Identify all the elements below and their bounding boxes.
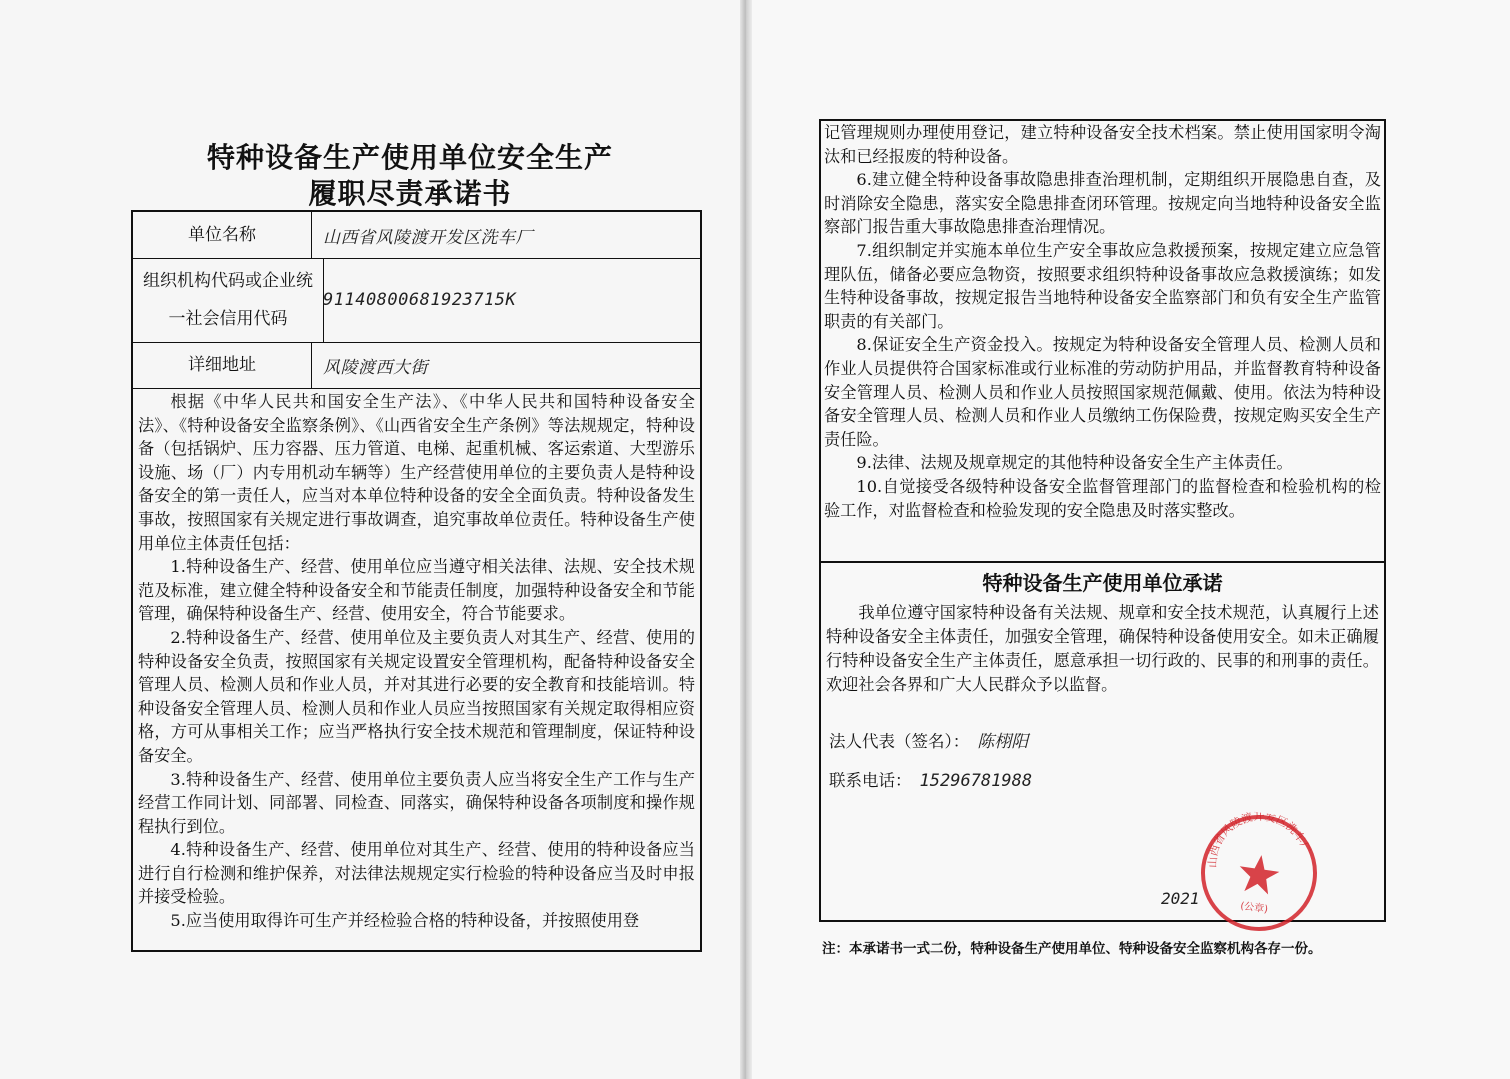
document-title-line1: 特种设备生产使用单位安全生产	[206, 141, 613, 174]
responsibility-continued	[821, 121, 1384, 563]
paragraph: 8.保证安全生产资金投入。按规定为特种设备安全管理人员、检测人员和作业人员提供符合国家标准或行业标准的劳动防护用品，并监督教育特种设备安全管理人员、检测人员和作业人员按照国家规范佩戴、使用。依法为特种设备安全管理人员、检测人员和作业人员缴纳工伤保险费，按规定购买安全生产责任险。	[824, 335, 1381, 449]
commitment-text	[826, 601, 1379, 697]
paragraph: 6.建立健全特种设备事故隐患排查治理机制，定期组织开展隐患自查，及时消除安全隐患，落实安全隐患排查闭环管理。按规定向当地特种设备安全监察部门报告重大事故隐患排查治理情况。	[824, 170, 1381, 237]
paragraph: 5.应当使用取得许可生产并经检验合格的特种设备，并按照使用登	[170, 911, 640, 931]
field-value-credit-code: 91140800681923715K	[323, 290, 517, 310]
phone-line	[829, 767, 1032, 791]
document-title-line2: 履职尽责承诺书	[308, 177, 512, 210]
field-label: 组织机构代码或企业统一社会信用代码	[133, 258, 324, 342]
phone-value: 15296781988	[919, 771, 1033, 791]
responsibility-text	[138, 390, 695, 933]
paragraph: 9.法律、法规及规章规定的其他特种设备安全生产主体责任。	[856, 453, 1293, 473]
legal-rep-line	[829, 727, 1028, 752]
paragraph: 记管理规则办理使用登记，建立特种设备安全技术档案。禁止使用国家明令淘汰和已经报废的特种设备。	[824, 123, 1381, 166]
handwritten-date: 2021	[1161, 889, 1200, 908]
paragraph: 1.特种设备生产、经营、使用单位应当遵守相关法律、法规、安全技术规范及标准，建立健全特种设备安全和节能责任制度，加强特种设备安全和节能管理，确保特种设备生产、经营、使用安全，符合节能要求。	[138, 557, 695, 624]
paragraph: 7.组织制定并实施本单位生产安全事故应急救援预案，按规定建立应急管理队伍，储备必要应急物资，按照要求组织特种设备事故应急救援演练；如发生特种设备事故，按规定报告当地特种设备安全监察部门和负有安全生产监管职责的有关部门。	[824, 240, 1381, 331]
seal-subtext: (公章)	[1239, 900, 1269, 916]
paragraph: 我单位遵守国家特种设备有关法规、规章和安全技术规范，认真履行上述特种设备安全主体责任，加强安全管理，确保特种设备使用安全。如未正确履行特种设备安全生产主体责任，愿意承担一切行政的、民事的和刑事的责任。欢迎社会各界和广大人民群众予以监督。	[826, 603, 1379, 694]
legal-rep-signature: 陈栩阳	[977, 732, 1029, 752]
commitment-title: 特种设备生产使用单位承诺	[982, 571, 1223, 595]
field-row-credit-code	[133, 258, 700, 343]
official-seal-icon	[1191, 805, 1327, 941]
field-row-address	[133, 342, 700, 389]
field-label: 单位名称	[133, 212, 312, 258]
paragraph: 2.特种设备生产、经营、使用单位及主要负责人对其生产、经营、使用的特种设备安全负责，按照国家有关规定设置安全管理机构，配备特种设备安全管理人员、检测人员和作业人员，并对其进行必要的安全教育和技能培训。特种设备安全管理人员、检测人员和作业人员应当按照国家有关规定取得相应资格，方可从事相关工作；应当严格执行安全技术规范和管理制度，保证特种设备安全。	[138, 627, 695, 765]
commitment-form-left	[131, 210, 702, 952]
paragraph: 10.自觉接受各级特种设备安全监督管理部门的监督检查和检验机构的检验工作，对监督检查和检验发现的安全隐患及时落实整改。	[824, 476, 1381, 520]
legal-rep-label: 法人代表（签名）：	[829, 732, 970, 751]
footnote: 注：本承诺书一式二份，特种设备生产使用单位、特种设备安全监察机构各存一份。	[822, 941, 1322, 957]
phone-label: 联系电话：	[829, 771, 912, 790]
paragraph: 根据《中华人民共和国安全生产法》、《中华人民共和国特种设备安全法》、《特种设备安全监察条例》、《山西省安全生产条例》等法规规定，特种设备（包括锅炉、压力容器、压力管道、电梯、起重机械、客运索道、大型游乐设施、场（厂）内专用机动车辆等）生产经营使用单位的主要负责人是特种设备安全的第一责任人，应当对本单位特种设备的安全全面负责。特种设备发生事故，按照国家有关规定进行事故调查，追究事故单位责任。特种设备生产使用单位主体责任包括：	[138, 392, 695, 553]
book-gutter	[740, 0, 752, 1079]
paragraph: 4.特种设备生产、经营、使用单位对其生产、经营、使用的特种设备应当进行自行检测和维护保养，对法律法规规定实行检验的特种设备应当及时申报并接受检验。	[138, 840, 695, 907]
seal-text: 山西省风陵渡开发区洗车厂	[1206, 809, 1313, 868]
field-value-address: 风陵渡西大街	[323, 357, 428, 378]
field-label: 详细地址	[133, 342, 312, 388]
field-row-unit-name	[133, 212, 700, 259]
field-value-unit-name: 山西省风陵渡开发区洗车厂	[323, 227, 533, 248]
commitment-form-right	[819, 119, 1386, 922]
paragraph: 3.特种设备生产、经营、使用单位主要负责人应当将安全生产工作与生产经营工作同计划、同部署、同检查、同落实，确保特种设备各项制度和操作规程执行到位。	[138, 769, 695, 836]
